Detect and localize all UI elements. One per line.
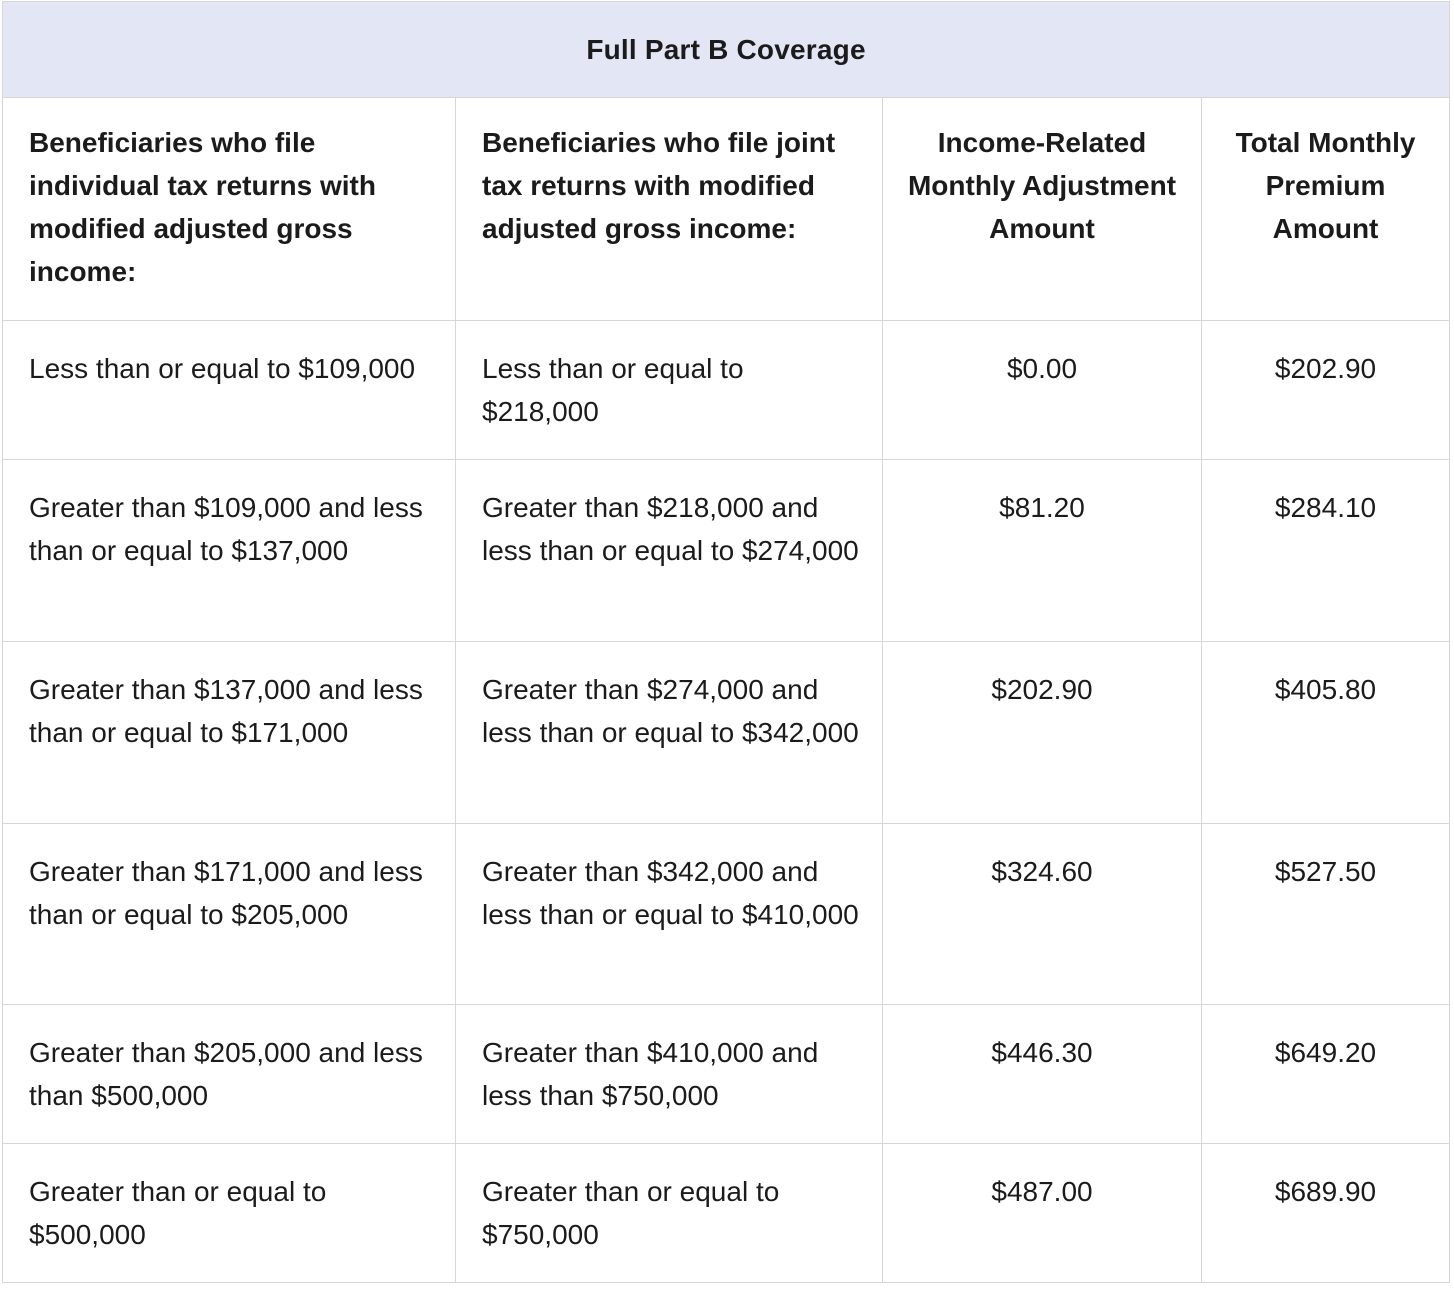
premium-table-container (2, 1, 1449, 1283)
cell-joint-income: Less than or equal to $218,000 (456, 321, 883, 460)
header-joint-income: Beneficiaries who file joint tax returns with modified adjusted gross income: (456, 98, 883, 321)
cell-adjustment-amount: $487.00 (883, 1144, 1202, 1283)
cell-joint-income: Greater than $218,000 and less than or equal to $274,000 (456, 460, 883, 642)
table-row (3, 321, 1450, 460)
cell-total-premium: $405.80 (1202, 642, 1450, 824)
cell-adjustment-amount: $324.60 (883, 824, 1202, 1005)
table-caption: Full Part B Coverage (3, 2, 1450, 98)
table-header-row (3, 98, 1450, 321)
cell-total-premium: $649.20 (1202, 1005, 1450, 1144)
cell-joint-income: Greater than $342,000 and less than or equal to $410,000 (456, 824, 883, 1005)
table-row (3, 1144, 1450, 1283)
cell-adjustment-amount: $202.90 (883, 642, 1202, 824)
cell-joint-income: Greater than $410,000 and less than $750,000 (456, 1005, 883, 1144)
cell-total-premium: $527.50 (1202, 824, 1450, 1005)
cell-individual-income: Greater than or equal to $500,000 (3, 1144, 456, 1283)
cell-adjustment-amount: $0.00 (883, 321, 1202, 460)
cell-individual-income: Greater than $137,000 and less than or equal to $171,000 (3, 642, 456, 824)
cell-individual-income: Greater than $109,000 and less than or equal to $137,000 (3, 460, 456, 642)
cell-adjustment-amount: $446.30 (883, 1005, 1202, 1144)
cell-joint-income: Greater than $274,000 and less than or equal to $342,000 (456, 642, 883, 824)
part-b-premium-table (2, 1, 1450, 1283)
table-row (3, 1005, 1450, 1144)
table-row (3, 642, 1450, 824)
cell-individual-income: Less than or equal to $109,000 (3, 321, 456, 460)
table-row (3, 824, 1450, 1005)
table-caption-row (3, 2, 1450, 98)
cell-individual-income: Greater than $171,000 and less than or equal to $205,000 (3, 824, 456, 1005)
table-row (3, 460, 1450, 642)
cell-individual-income: Greater than $205,000 and less than $500,000 (3, 1005, 456, 1144)
cell-total-premium: $284.10 (1202, 460, 1450, 642)
cell-total-premium: $689.90 (1202, 1144, 1450, 1283)
cell-joint-income: Greater than or equal to $750,000 (456, 1144, 883, 1283)
cell-total-premium: $202.90 (1202, 321, 1450, 460)
header-adjustment-amount: Income-Related Monthly Adjustment Amount (883, 98, 1202, 321)
header-individual-income: Beneficiaries who file individual tax returns with modified adjusted gross income: (3, 98, 456, 321)
cell-adjustment-amount: $81.20 (883, 460, 1202, 642)
header-total-premium: Total Monthly Premium Amount (1202, 98, 1450, 321)
